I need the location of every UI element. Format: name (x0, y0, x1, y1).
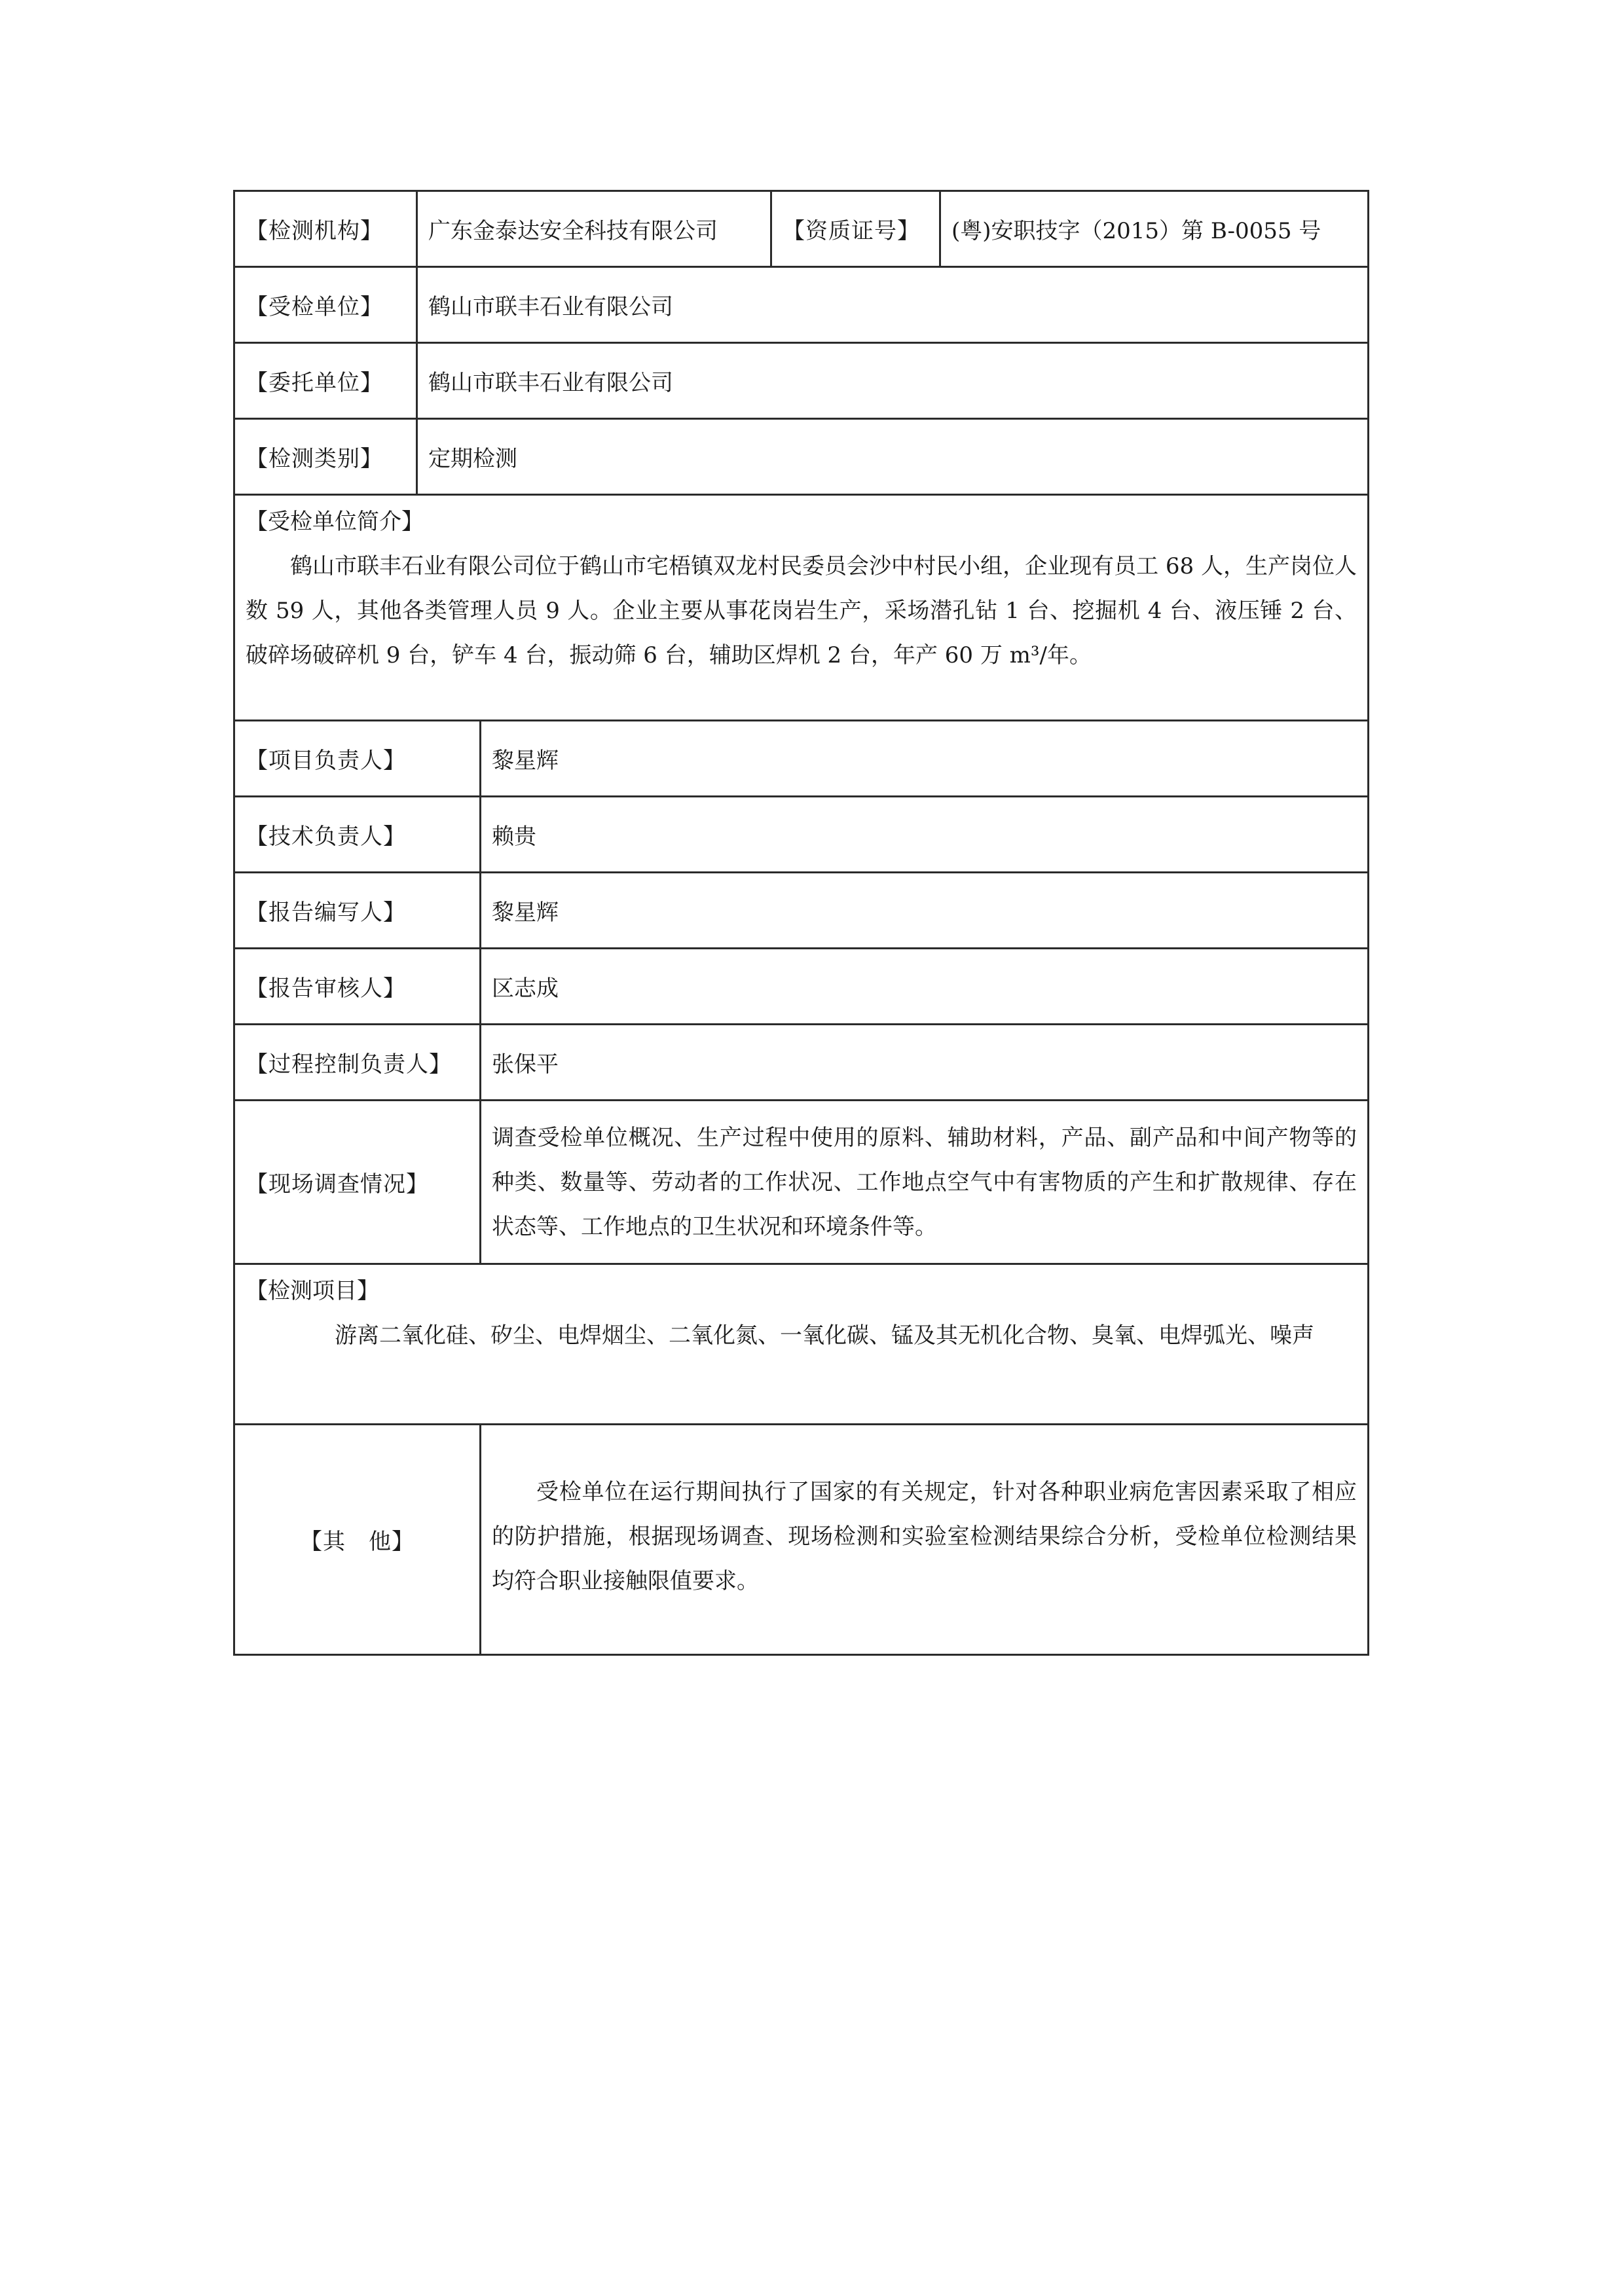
cert-label: 【资质证号】 (771, 191, 940, 267)
agency-row (234, 191, 1369, 267)
intro-title: 【受检单位简介】 (246, 509, 424, 535)
person-label: 【报告编写人】 (234, 873, 481, 949)
person-value: 赖贵 (481, 797, 1369, 873)
cert-value: (粤)安职技字（2015）第 B-0055 号 (940, 191, 1369, 267)
survey-label: 【现场调查情况】 (234, 1101, 481, 1264)
person-row (234, 797, 1369, 873)
intro-cell (234, 495, 1369, 721)
person-label: 【项目负责人】 (234, 721, 481, 797)
inspected-label: 【受检单位】 (234, 267, 417, 343)
person-row (234, 1025, 1369, 1101)
type-value: 定期检测 (417, 419, 1369, 495)
person-value: 黎星辉 (481, 721, 1369, 797)
person-row (234, 721, 1369, 797)
other-text: 受检单位在运行期间执行了国家的有关规定，针对各种职业病危害因素采取了相应的防护措施，根据现场调查、现场检测和实验室检测结果综合分析，受检单位检测结果均符合职业接触限值要求。 (481, 1425, 1369, 1655)
intro-row (234, 495, 1369, 721)
client-label: 【委托单位】 (234, 343, 417, 419)
info-table (233, 190, 1369, 1656)
items-text: 游离二氧化硅、矽尘、电焊烟尘、二氧化氮、一氧化碳、锰及其无机化合物、臭氧、电焊弧光、噪声 (335, 1322, 1314, 1349)
report-sheet (233, 190, 1367, 1656)
person-label: 【报告审核人】 (234, 949, 481, 1025)
agency-value: 广东金泰达安全科技有限公司 (417, 191, 771, 267)
inspected-value: 鹤山市联丰石业有限公司 (417, 267, 1369, 343)
client-row (234, 343, 1369, 419)
type-row (234, 419, 1369, 495)
agency-label: 【检测机构】 (234, 191, 417, 267)
items-cell (234, 1264, 1369, 1425)
other-label: 【其 他】 (234, 1425, 481, 1655)
survey-row (234, 1101, 1369, 1264)
items-title: 【检测项目】 (246, 1278, 379, 1304)
other-row (234, 1425, 1369, 1655)
intro-text: 鹤山市联丰石业有限公司位于鹤山市宅梧镇双龙村民委员会沙中村民小组，企业现有员工 68 人，生产岗位人数 59 人，其他各类管理人员 9 人。企业主要从事花岗岩生产，采场潜孔钻 1 台、挖掘机 4 台、液压锤 2 台、破碎场破碎机 9 台，铲车 4 台，振动筛 6 台，辅助区焊机 2 台，年产 60 万 m³/年。 (246, 553, 1357, 668)
items-row (234, 1264, 1369, 1425)
inspected-row (234, 267, 1369, 343)
person-value: 黎星辉 (481, 873, 1369, 949)
person-label: 【技术负责人】 (234, 797, 481, 873)
survey-text: 调查受检单位概况、生产过程中使用的原料、辅助材料，产品、副产品和中间产物等的种类、数量等、劳动者的工作状况、工作地点空气中有害物质的产生和扩散规律、存在状态等、工作地点的卫生状况和环境条件等。 (481, 1101, 1369, 1264)
person-row (234, 949, 1369, 1025)
person-value: 张保平 (481, 1025, 1369, 1101)
person-value: 区志成 (481, 949, 1369, 1025)
person-label: 【过程控制负责人】 (234, 1025, 481, 1101)
type-label: 【检测类别】 (234, 419, 417, 495)
person-row (234, 873, 1369, 949)
client-value: 鹤山市联丰石业有限公司 (417, 343, 1369, 419)
